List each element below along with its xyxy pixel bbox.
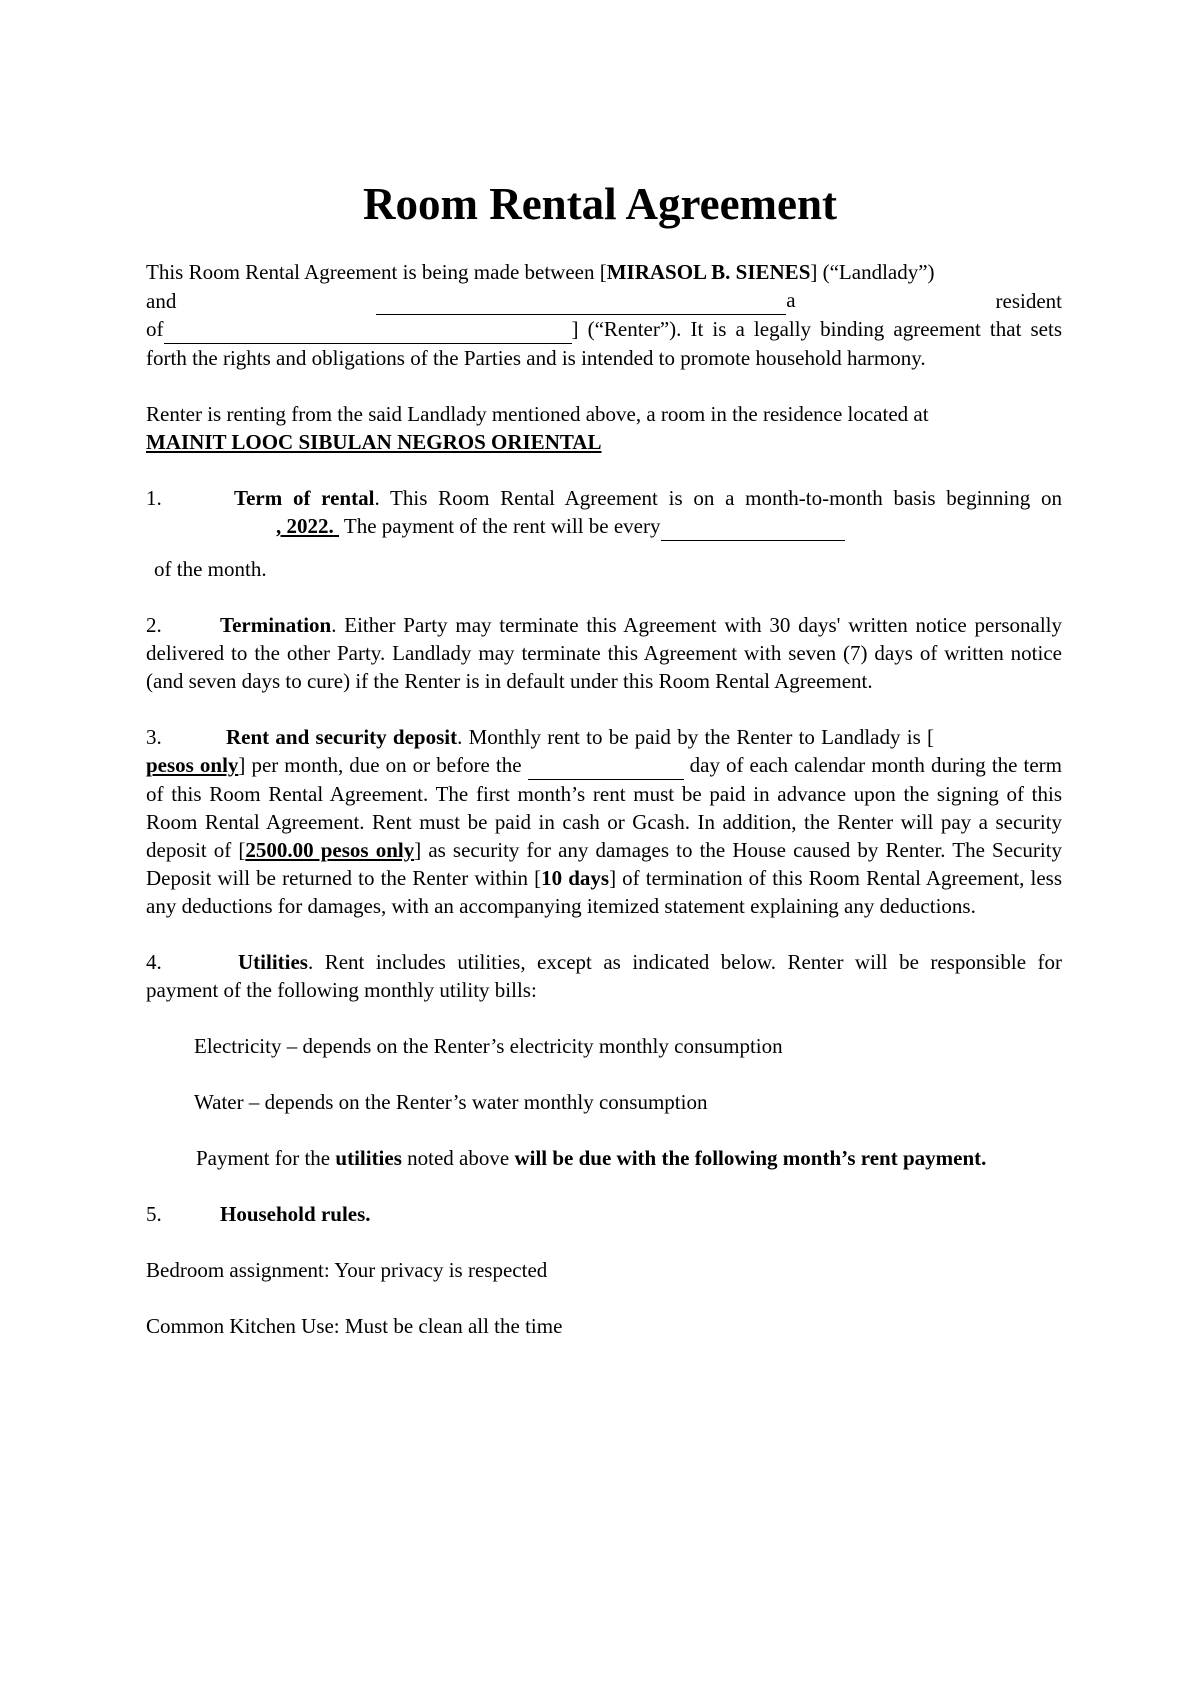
rule-kitchen: Common Kitchen Use: Must be clean all the time xyxy=(146,1314,563,1338)
monthly-rent-blank[interactable]: pesos only xyxy=(146,753,239,777)
section-2 xyxy=(146,611,1062,695)
intro-text: ] (“Renter”). It is a legally binding agreement that sets forth the rights and obligations of the Parties and is intended to promote household harmony. xyxy=(146,317,1062,370)
section-heading: Household rules. xyxy=(220,1202,371,1226)
security-deposit-amount: 2500.00 pesos only xyxy=(245,838,415,862)
section-heading: Term of rental xyxy=(234,486,375,510)
section-number: 1. xyxy=(146,486,162,510)
section-4 xyxy=(146,948,1062,1004)
section-number: 2. xyxy=(146,613,162,637)
section-text: The payment of the rent will be every xyxy=(339,514,661,538)
section-1-continuation: of the month. xyxy=(154,557,267,581)
location-paragraph xyxy=(146,400,1062,456)
document-title: Room Rental Agreement xyxy=(362,179,838,229)
section-text: ] as security for any damages to the House caused by Renter. The Security Deposit will be returned to the Renter within [ xyxy=(146,838,1063,890)
return-days: 10 days xyxy=(541,866,610,890)
and-word: and xyxy=(146,289,177,313)
property-address: MAINIT LOOC SIBULAN NEGROS ORIENTAL xyxy=(146,430,602,454)
utility-payment-note: Payment for the utilities noted above will be due with the following month’s rent payment. xyxy=(196,1146,987,1170)
location-text: Renter is renting from the said Landlady mentioned above, a room in the residence located at xyxy=(146,402,929,426)
section-1 xyxy=(146,484,1062,541)
section-3 xyxy=(146,723,1062,920)
utility-water: Water – depends on the Renter’s water monthly consumption xyxy=(194,1090,708,1114)
section-heading: Termination xyxy=(220,613,332,637)
due-day-blank[interactable] xyxy=(528,751,684,780)
rule-bedroom: Bedroom assignment: Your privacy is respected xyxy=(146,1258,548,1282)
landlady-name: MIRASOL B. SIENES xyxy=(606,260,811,284)
section-text: . Monthly rent to be paid by the Renter to Landlady is [ xyxy=(457,725,934,749)
document-body xyxy=(146,258,1062,1368)
section-heading: Rent and security deposit xyxy=(226,725,458,749)
resident-word: resident xyxy=(995,289,1062,313)
intro-line-2 xyxy=(146,286,1062,315)
section-text: day of each calendar month during the term of this Room Rental Agreement. The first month’s rent must be paid in advance upon the signing of this Room Rental Agreement. Rent must be paid in cash or Gcash. In addition, the Renter will pay a security deposit of [ xyxy=(146,753,1062,862)
section-heading: Utilities xyxy=(238,950,308,974)
section-text: ] per month, due on or before the xyxy=(238,753,522,777)
section-text: ] of termination of this Room Rental Agreement, less any deductions for damages, with an accompanying itemized statement explaining any deductions. xyxy=(146,866,1062,918)
start-date-blank[interactable]: , 2022. xyxy=(276,514,334,538)
section-text: . This Room Rental Agreement is on a month-to-month basis beginning on xyxy=(374,486,1062,510)
section-number: 3. xyxy=(146,725,162,749)
intro-text: This Room Rental Agreement is being made between [ xyxy=(146,260,607,284)
intro-text: ] (“Landlady”) xyxy=(810,260,935,284)
section-number: 4. xyxy=(146,950,162,974)
of-word: of xyxy=(146,317,164,341)
section-text: . Rent includes utilities, except as indicated below. Renter will be responsible for payment of the following monthly utility bills: xyxy=(146,950,1062,1002)
renter-name-blank[interactable]: a xyxy=(376,286,795,315)
section-text: . Either Party may terminate this Agreement with 30 days' written notice personally delivered to the other Party. Landlady may terminate this Agreement with seven (7) days of written notice (and seven days to cure) if the Renter is in default under this Room Rental Agreement. xyxy=(146,613,1062,693)
renter-address-blank[interactable] xyxy=(164,315,572,344)
payment-day-blank[interactable] xyxy=(661,512,845,541)
utility-electricity: Electricity – depends on the Renter’s electricity monthly consumption xyxy=(194,1034,783,1058)
section-number: 5. xyxy=(146,1202,162,1226)
section-5 xyxy=(146,1200,1062,1228)
intro-paragraph xyxy=(146,258,1062,372)
